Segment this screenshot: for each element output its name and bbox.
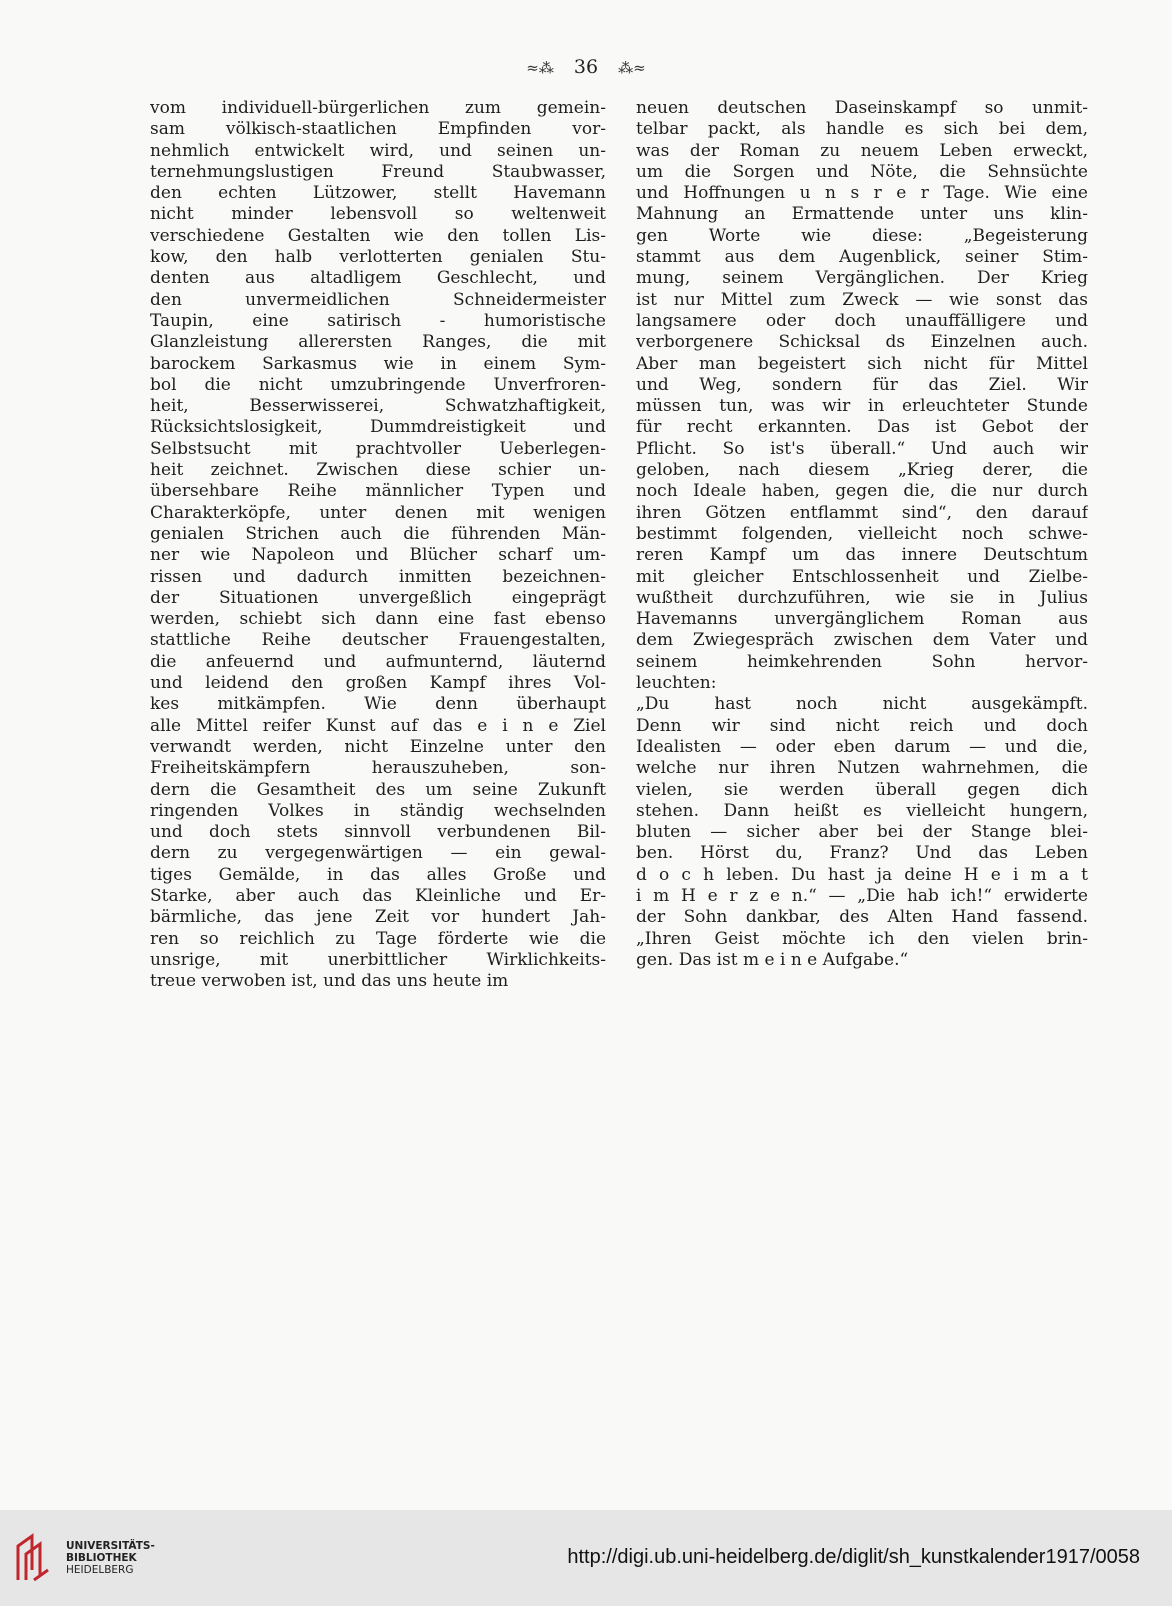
- text-line: bestimmt folgenden, vielleicht noch schwe-: [636, 523, 1088, 544]
- text-line: sam völkisch-staatlichen Empfinden vor-: [150, 119, 606, 140]
- text-line: i m H e r z e n.“ — „Die hab ich!“ erwiderte: [636, 885, 1088, 906]
- text-line: den echten Lützower, stellt Havemann: [150, 183, 606, 204]
- text-line: für recht erkannten. Das ist Gebot der: [636, 417, 1088, 438]
- text-line: Havemanns unvergänglichem Roman aus: [636, 609, 1088, 630]
- text-line: kow, den halb verlotterten genialen Stu-: [150, 247, 606, 268]
- text-line: Rücksichtslosigkeit, Dummdreistigkeit und: [150, 417, 606, 438]
- text-line: wußtheit durchzuführen, wie sie in Julius: [636, 587, 1088, 608]
- text-line: tiges Gemälde, in das alles Große und: [150, 864, 606, 885]
- text-line: geloben, nach diesem „Krieg derer, die: [636, 460, 1088, 481]
- text-line: Pflicht. So ist's überall.“ Und auch wir: [636, 438, 1088, 459]
- text-line: ist nur Mittel zum Zweck — wie sonst das: [636, 289, 1088, 310]
- text-line: Denn wir sind nicht reich und doch: [636, 715, 1088, 736]
- text-line: genialen Strichen auch die führenden Män-: [150, 523, 606, 544]
- text-line: nicht minder lebensvoll so weltenweit: [150, 204, 606, 225]
- text-line: um die Sorgen und Nöte, die Sehnsüchte: [636, 161, 1088, 182]
- text-line: und Weg, sondern für das Ziel. Wir: [636, 374, 1088, 395]
- text-line: welche nur ihren Nutzen wahrnehmen, die: [636, 758, 1088, 779]
- text-line: telbar packt, als handle es sich bei dem,: [636, 119, 1088, 140]
- text-line: was der Roman zu neuem Leben erweckt,: [636, 140, 1088, 161]
- footer-bar: [0, 1510, 1172, 1606]
- text-line: barockem Sarkasmus wie in einem Sym-: [150, 353, 606, 374]
- page-number: 36: [573, 56, 599, 78]
- text-line: „Ihren Geist möchte ich den vielen brin-: [636, 928, 1088, 949]
- text-line: heit, Besserwisserei, Schwatzhaftigkeit,: [150, 396, 606, 417]
- text-line: ternehmungslustigen Freund Staubwasser,: [150, 161, 606, 182]
- text-line: ihren Götzen entflammt sind“, den darauf: [636, 502, 1088, 523]
- text-line: dern zu vergegenwärtigen — ein gewal-: [150, 843, 606, 864]
- text-line: verborgenere Schicksal ds Einzelnen auch.: [636, 332, 1088, 353]
- text-line: ben. Hörst du, Franz? Und das Leben: [636, 843, 1088, 864]
- text-line: reren Kampf um das innere Deutschtum: [636, 545, 1088, 566]
- ornament-left-icon: ≈⁂: [526, 59, 554, 77]
- text-line: langsamere oder doch unauffälligere und: [636, 310, 1088, 331]
- text-line: und Hoffnungen u n s r e r Tage. Wie eine: [636, 183, 1088, 204]
- text-line: den unvermeidlichen Schneidermeister: [150, 289, 606, 310]
- text-line: denten aus altadligem Geschlecht, und: [150, 268, 606, 289]
- text-line: der Situationen unvergeßlich eingeprägt: [150, 587, 606, 608]
- text-line: mung, seinem Vergänglichen. Der Krieg: [636, 268, 1088, 289]
- ornament-right-icon: ⁂≈: [618, 59, 646, 77]
- text-line: Idealisten — oder eben darum — und die,: [636, 736, 1088, 757]
- text-line: d o c h leben. Du hast ja deine H e i m a t: [636, 864, 1088, 885]
- text-line: bärmliche, das jene Zeit vor hundert Jah-: [150, 907, 606, 928]
- text-line: die anfeuernd und aufmunternd, läuternd: [150, 651, 606, 672]
- text-line: Charakterköpfe, unter denen mit wenigen: [150, 502, 606, 523]
- text-line: werden, schiebt sich dann eine fast ebenso: [150, 609, 606, 630]
- text-line: Taupin, eine satirisch - humoristische: [150, 310, 606, 331]
- text-line: Aber man begeistert sich nicht für Mittel: [636, 353, 1088, 374]
- text-line: übersehbare Reihe männlicher Typen und: [150, 481, 606, 502]
- text-line: rissen und dadurch inmitten bezeichnen-: [150, 566, 606, 587]
- text-line: Selbstsucht mit prachtvoller Ueberlegen-: [150, 438, 606, 459]
- text-line: alle Mittel reifer Kunst auf das e i n e Ziel: [150, 715, 606, 736]
- text-line: Glanzleistung allerersten Ranges, die mit: [150, 332, 606, 353]
- text-line: nehmlich entwickelt wird, und seinen un-: [150, 140, 606, 161]
- text-line: bol die nicht umzubringende Unverfroren-: [150, 374, 606, 395]
- text-line: gen. Das ist m e i n e Aufgabe.“: [636, 949, 909, 970]
- text-line: „Du hast noch nicht ausgekämpft.: [636, 694, 1088, 715]
- text-line: dern die Gesamtheit des um seine Zukunft: [150, 779, 606, 800]
- text-line: ner wie Napoleon und Blücher scharf um-: [150, 545, 606, 566]
- text-line: mit gleicher Entschlossenheit und Zielbe-: [636, 566, 1088, 587]
- text-line: seinem heimkehrenden Sohn hervor-: [636, 651, 1088, 672]
- text-line: vom individuell-bürgerlichen zum gemein-: [150, 98, 606, 118]
- text-line: stehen. Dann heißt es vielleicht hungern,: [636, 800, 1088, 821]
- text-line: verschiedene Gestalten wie den tollen Lis-: [150, 225, 606, 246]
- text-line: und leidend den großen Kampf ihres Vol-: [150, 673, 606, 694]
- text-line: vielen, sie werden überall gegen dich: [636, 779, 1088, 800]
- source-url-link[interactable]: http://digi.ub.uni-heidelberg.de/diglit/sh_kunstkalender1917/0058: [567, 1546, 1140, 1568]
- text-line: Starke, aber auch das Kleinliche und Er-: [150, 885, 606, 906]
- text-line: und doch stets sinnvoll verbundenen Bil-: [150, 822, 606, 843]
- text-line: stammt aus dem Augenblick, seiner Stim-: [636, 247, 1088, 268]
- text-line: kes mitkämpfen. Wie denn überhaupt: [150, 694, 606, 715]
- text-line: heit zeichnet. Zwischen diese schier un-: [150, 460, 606, 481]
- right-column: [636, 98, 1088, 971]
- text-line: dem Zwiegespräch zwischen dem Vater und: [636, 630, 1088, 651]
- page-header: [0, 56, 1172, 78]
- library-name-line3: HEIDELBERG: [66, 1564, 134, 1576]
- text-line: noch Ideale haben, gegen die, die nur durch: [636, 481, 1088, 502]
- text-line: neuen deutschen Daseinskampf so unmit-: [636, 98, 1088, 118]
- text-line: Freiheitskämpfern herauszuheben, son-: [150, 758, 606, 779]
- text-line: gen Worte wie diese: „Begeisterung: [636, 225, 1088, 246]
- left-column: [150, 98, 606, 992]
- text-line: ren so reichlich zu Tage förderte wie die: [150, 928, 606, 949]
- text-line: stattliche Reihe deutscher Frauengestalten,: [150, 630, 606, 651]
- text-line: ringenden Volkes in ständig wechselnden: [150, 800, 606, 821]
- library-name-line2: BIBLIOTHEK: [66, 1552, 137, 1564]
- text-line: treue verwoben ist, und das uns heute im: [150, 971, 509, 992]
- text-line: leuchten:: [636, 673, 717, 694]
- library-logo-icon: [12, 1532, 56, 1584]
- text-line: Mahnung an Ermattende unter uns klin-: [636, 204, 1088, 225]
- library-name-line1: UNIVERSITÄTS-: [66, 1540, 155, 1552]
- library-name: [66, 1540, 155, 1576]
- text-line: bluten — sicher aber bei der Stange blei-: [636, 822, 1088, 843]
- text-line: müssen tun, was wir in erleuchteter Stunde: [636, 396, 1088, 417]
- text-line: unsrige, mit unerbittlicher Wirklichkeits-: [150, 949, 606, 970]
- text-line: der Sohn dankbar, des Alten Hand fassend.: [636, 907, 1088, 928]
- text-line: verwandt werden, nicht Einzelne unter den: [150, 736, 606, 757]
